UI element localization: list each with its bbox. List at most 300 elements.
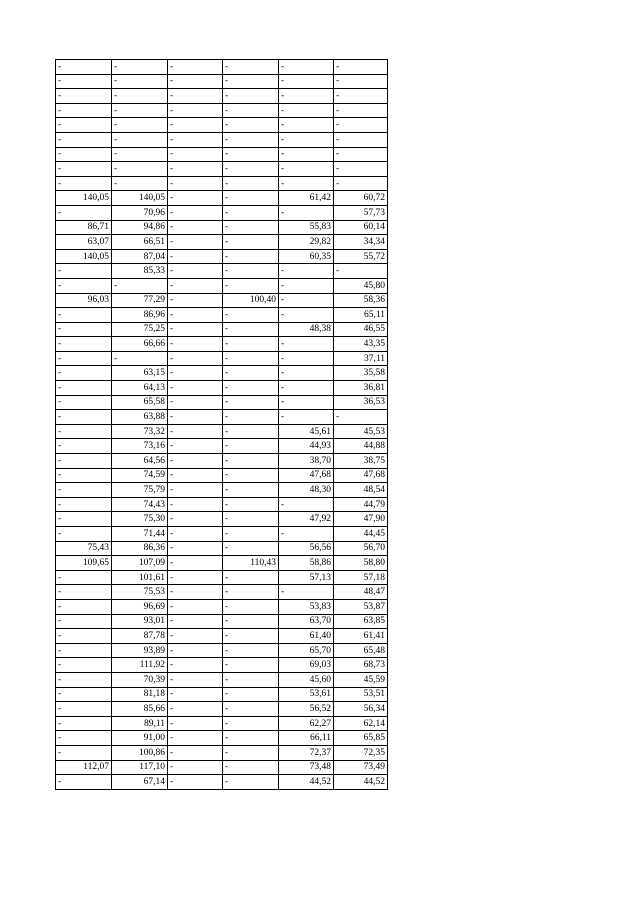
table-row	[56, 162, 388, 177]
table-cell: 87,04	[112, 249, 168, 264]
table-row	[56, 599, 388, 614]
table-cell: -	[168, 702, 223, 717]
table-cell: -	[168, 614, 223, 629]
table-cell: 73,16	[112, 439, 168, 454]
table-cell: 69,03	[279, 658, 334, 673]
table-cell: -	[168, 220, 223, 235]
table-cell: -	[168, 512, 223, 527]
table-cell: -	[56, 716, 112, 731]
table-cell: 75,53	[112, 585, 168, 600]
table-row	[56, 381, 388, 396]
table-cell: -	[56, 322, 112, 337]
table-cell: -	[56, 775, 112, 790]
table-cell: 86,71	[56, 220, 112, 235]
table-cell: -	[168, 483, 223, 498]
table-cell: 65,70	[279, 643, 334, 658]
table-cell: -	[223, 468, 279, 483]
table-cell: 70,96	[112, 205, 168, 220]
table-cell: -	[223, 454, 279, 469]
table-cell: -	[112, 60, 168, 75]
table-cell: 36,53	[334, 395, 388, 410]
table-row	[56, 322, 388, 337]
table-cell: -	[223, 599, 279, 614]
table-row	[56, 716, 388, 731]
table-cell: 68,73	[334, 658, 388, 673]
table-cell: 72,37	[279, 745, 334, 760]
table-cell: -	[279, 351, 334, 366]
table-cell: -	[168, 497, 223, 512]
table-cell: -	[223, 629, 279, 644]
table-cell: 55,83	[279, 220, 334, 235]
table-cell: -	[168, 381, 223, 396]
table-cell: -	[279, 337, 334, 352]
table-cell: 61,42	[279, 191, 334, 206]
table-cell: -	[168, 351, 223, 366]
table-cell: 109,65	[56, 556, 112, 571]
data-table	[55, 59, 388, 790]
table-cell: -	[223, 322, 279, 337]
table-cell: 53,51	[334, 687, 388, 702]
table-cell: -	[168, 118, 223, 133]
table-cell: -	[56, 497, 112, 512]
table-cell: -	[223, 132, 279, 147]
table-cell: -	[223, 424, 279, 439]
table-cell: -	[112, 118, 168, 133]
table-row	[56, 512, 388, 527]
table-cell: 64,13	[112, 381, 168, 396]
table-cell: -	[168, 468, 223, 483]
table-cell: 112,07	[56, 760, 112, 775]
table-cell: 44,52	[334, 775, 388, 790]
table-cell: -	[56, 278, 112, 293]
table-cell: 61,41	[334, 629, 388, 644]
table-cell: -	[223, 264, 279, 279]
table-cell: 74,43	[112, 497, 168, 512]
table-cell: -	[223, 366, 279, 381]
table-cell: 101,61	[112, 570, 168, 585]
table-cell: 58,36	[334, 293, 388, 308]
table-cell: -	[223, 235, 279, 250]
table-cell: -	[168, 599, 223, 614]
table-cell: 75,30	[112, 512, 168, 527]
table-row	[56, 410, 388, 425]
table-cell: 73,48	[279, 760, 334, 775]
table-cell: -	[56, 702, 112, 717]
table-row	[56, 614, 388, 629]
table-cell: -	[334, 74, 388, 89]
table-cell: 74,59	[112, 468, 168, 483]
table-cell: 53,83	[279, 599, 334, 614]
table-cell: -	[56, 454, 112, 469]
table-cell: 36,81	[334, 381, 388, 396]
table-cell: -	[168, 643, 223, 658]
table-row	[56, 293, 388, 308]
table-cell: -	[56, 629, 112, 644]
table-cell: 65,48	[334, 643, 388, 658]
table-row	[56, 147, 388, 162]
table-cell: -	[56, 74, 112, 89]
table-body	[56, 60, 388, 790]
table-cell: -	[223, 162, 279, 177]
table-cell: 70,39	[112, 672, 168, 687]
table-cell: -	[56, 147, 112, 162]
table-row	[56, 570, 388, 585]
table-cell: 57,18	[334, 570, 388, 585]
table-cell: 73,32	[112, 424, 168, 439]
table-cell: -	[56, 176, 112, 191]
table-cell: 71,44	[112, 527, 168, 542]
table-cell: 100,86	[112, 745, 168, 760]
table-cell: -	[168, 176, 223, 191]
table-cell: 56,56	[279, 541, 334, 556]
table-cell: -	[223, 118, 279, 133]
table-cell: -	[168, 395, 223, 410]
table-cell: -	[56, 599, 112, 614]
table-cell: 45,59	[334, 672, 388, 687]
table-cell: 96,69	[112, 599, 168, 614]
table-row	[56, 235, 388, 250]
table-cell: -	[223, 760, 279, 775]
table-cell: 48,54	[334, 483, 388, 498]
table-cell: -	[168, 527, 223, 542]
table-cell: 44,52	[279, 775, 334, 790]
table-cell: 48,30	[279, 483, 334, 498]
table-cell: 60,35	[279, 249, 334, 264]
table-cell: -	[56, 658, 112, 673]
table-row	[56, 89, 388, 104]
table-cell: -	[168, 585, 223, 600]
table-cell: -	[168, 103, 223, 118]
table-cell: 75,25	[112, 322, 168, 337]
table-cell: -	[279, 74, 334, 89]
table-cell: 45,61	[279, 424, 334, 439]
table-cell: -	[223, 672, 279, 687]
table-cell: -	[334, 103, 388, 118]
table-cell: -	[168, 760, 223, 775]
table-row	[56, 468, 388, 483]
table-cell: -	[223, 74, 279, 89]
table-cell: 37,11	[334, 351, 388, 366]
table-cell: 85,33	[112, 264, 168, 279]
table-row	[56, 395, 388, 410]
table-cell: 58,80	[334, 556, 388, 571]
table-cell: 58,86	[279, 556, 334, 571]
table-cell: 140,05	[56, 191, 112, 206]
table-cell: -	[334, 264, 388, 279]
table-cell: -	[279, 205, 334, 220]
table-cell: 66,66	[112, 337, 168, 352]
table-cell: -	[112, 132, 168, 147]
table-row	[56, 439, 388, 454]
table-cell: -	[112, 103, 168, 118]
table-cell: -	[223, 278, 279, 293]
table-cell: -	[56, 89, 112, 104]
table-cell: 65,58	[112, 395, 168, 410]
table-cell: 47,92	[279, 512, 334, 527]
table-row	[56, 497, 388, 512]
table-row	[56, 745, 388, 760]
table-cell: -	[223, 512, 279, 527]
table-cell: -	[223, 775, 279, 790]
table-cell: -	[168, 687, 223, 702]
table-cell: -	[279, 103, 334, 118]
table-cell: 110,43	[223, 556, 279, 571]
table-cell: -	[168, 322, 223, 337]
table-cell: -	[56, 483, 112, 498]
table-cell: -	[168, 205, 223, 220]
table-cell: -	[223, 497, 279, 512]
table-cell: -	[168, 308, 223, 323]
table-cell: -	[223, 702, 279, 717]
table-cell: -	[334, 147, 388, 162]
table-cell: 48,47	[334, 585, 388, 600]
table-cell: -	[223, 658, 279, 673]
table-cell: -	[279, 278, 334, 293]
table-cell: -	[56, 424, 112, 439]
table-cell: -	[168, 541, 223, 556]
table-cell: 93,89	[112, 643, 168, 658]
table-row	[56, 74, 388, 89]
table-row	[56, 176, 388, 191]
table-cell: -	[223, 308, 279, 323]
table-cell: -	[223, 337, 279, 352]
table-cell: -	[279, 176, 334, 191]
table-cell: 140,05	[56, 249, 112, 264]
table-cell: -	[168, 60, 223, 75]
table-cell: -	[168, 74, 223, 89]
table-row	[56, 541, 388, 556]
table-cell: 66,51	[112, 235, 168, 250]
table-cell: 55,72	[334, 249, 388, 264]
table-cell: -	[112, 89, 168, 104]
table-cell: -	[223, 147, 279, 162]
table-row	[56, 132, 388, 147]
table-cell: -	[279, 118, 334, 133]
table-cell: 47,68	[279, 468, 334, 483]
table-cell: -	[279, 366, 334, 381]
table-row	[56, 658, 388, 673]
table-row	[56, 483, 388, 498]
table-cell: -	[56, 103, 112, 118]
table-cell: 91,00	[112, 731, 168, 746]
table-cell: 85,66	[112, 702, 168, 717]
table-cell: -	[168, 570, 223, 585]
table-cell: -	[56, 468, 112, 483]
table-cell: 45,53	[334, 424, 388, 439]
table-cell: 47,90	[334, 512, 388, 527]
table-cell: 117,10	[112, 760, 168, 775]
table-row	[56, 556, 388, 571]
table-row	[56, 60, 388, 75]
table-cell: -	[56, 264, 112, 279]
table-cell: -	[168, 439, 223, 454]
table-cell: -	[223, 410, 279, 425]
table-cell: -	[279, 308, 334, 323]
table-cell: 66,11	[279, 731, 334, 746]
table-cell: -	[279, 162, 334, 177]
table-cell: -	[223, 716, 279, 731]
table-cell: 73,49	[334, 760, 388, 775]
table-cell: -	[168, 264, 223, 279]
table-cell: -	[223, 643, 279, 658]
table-cell: 44,93	[279, 439, 334, 454]
table-cell: -	[168, 162, 223, 177]
table-cell: -	[56, 118, 112, 133]
table-cell: -	[56, 643, 112, 658]
table-cell: -	[168, 672, 223, 687]
table-cell: 34,34	[334, 235, 388, 250]
table-cell: -	[112, 351, 168, 366]
table-cell: -	[279, 89, 334, 104]
table-cell: -	[56, 512, 112, 527]
table-cell: -	[223, 527, 279, 542]
table-cell: -	[168, 235, 223, 250]
table-cell: 100,40	[223, 293, 279, 308]
table-cell: -	[56, 381, 112, 396]
table-cell: 75,79	[112, 483, 168, 498]
table-row	[56, 220, 388, 235]
table-cell: 75,43	[56, 541, 112, 556]
table-row	[56, 337, 388, 352]
table-cell: -	[56, 687, 112, 702]
table-cell: -	[112, 147, 168, 162]
table-cell: -	[56, 351, 112, 366]
table-cell: 63,07	[56, 235, 112, 250]
table-row	[56, 775, 388, 790]
table-cell: -	[56, 731, 112, 746]
table-cell: -	[168, 731, 223, 746]
table-cell: 35,58	[334, 366, 388, 381]
table-cell: -	[56, 439, 112, 454]
table-cell: -	[223, 687, 279, 702]
table-cell: 56,52	[279, 702, 334, 717]
table-cell: 63,70	[279, 614, 334, 629]
table-cell: -	[279, 132, 334, 147]
table-cell: 44,45	[334, 527, 388, 542]
table-cell: 86,96	[112, 308, 168, 323]
table-cell: -	[279, 293, 334, 308]
table-cell: 72,35	[334, 745, 388, 760]
table-cell: 45,80	[334, 278, 388, 293]
table-row	[56, 760, 388, 775]
table-cell: -	[112, 176, 168, 191]
table-row	[56, 205, 388, 220]
table-cell: -	[56, 570, 112, 585]
table-cell: -	[56, 672, 112, 687]
table-cell: -	[334, 176, 388, 191]
table-cell: -	[112, 162, 168, 177]
table-cell: -	[56, 527, 112, 542]
table-row	[56, 585, 388, 600]
table-cell: -	[279, 381, 334, 396]
table-cell: 61,40	[279, 629, 334, 644]
table-cell: -	[279, 264, 334, 279]
table-cell: -	[168, 745, 223, 760]
table-cell: 67,14	[112, 775, 168, 790]
table-cell: 65,85	[334, 731, 388, 746]
table-cell: -	[56, 614, 112, 629]
table-cell: -	[334, 162, 388, 177]
table-cell: -	[56, 205, 112, 220]
table-cell: 64,56	[112, 454, 168, 469]
table-cell: -	[223, 483, 279, 498]
table-cell: 45,60	[279, 672, 334, 687]
table-cell: -	[168, 629, 223, 644]
table-cell: 77,29	[112, 293, 168, 308]
table-cell: 57,13	[279, 570, 334, 585]
table-cell: -	[223, 60, 279, 75]
table-cell: -	[168, 658, 223, 673]
table-cell: 60,72	[334, 191, 388, 206]
table-cell: 62,27	[279, 716, 334, 731]
table-cell: -	[168, 716, 223, 731]
table-cell: 38,70	[279, 454, 334, 469]
table-cell: 89,11	[112, 716, 168, 731]
table-row	[56, 687, 388, 702]
table-cell: -	[168, 278, 223, 293]
table-cell: -	[112, 278, 168, 293]
table-cell: 47,68	[334, 468, 388, 483]
table-cell: -	[223, 745, 279, 760]
table-row	[56, 351, 388, 366]
table-cell: -	[223, 191, 279, 206]
table-cell: -	[56, 395, 112, 410]
table-cell: 38,75	[334, 454, 388, 469]
table-cell: 87,78	[112, 629, 168, 644]
table-row	[56, 278, 388, 293]
table-cell: 96,03	[56, 293, 112, 308]
table-cell: -	[223, 220, 279, 235]
table-cell: -	[168, 775, 223, 790]
table-cell: -	[223, 351, 279, 366]
table-cell: -	[334, 89, 388, 104]
table-cell: 60,14	[334, 220, 388, 235]
table-cell: -	[168, 556, 223, 571]
table-row	[56, 103, 388, 118]
table-cell: -	[56, 60, 112, 75]
table-cell: 56,70	[334, 541, 388, 556]
table-cell: -	[56, 132, 112, 147]
table-cell: -	[223, 570, 279, 585]
table-cell: -	[223, 614, 279, 629]
table-cell: -	[56, 308, 112, 323]
table-cell: 48,38	[279, 322, 334, 337]
table-cell: 44,88	[334, 439, 388, 454]
table-cell: -	[56, 366, 112, 381]
table-cell: 140,05	[112, 191, 168, 206]
table-cell: -	[223, 395, 279, 410]
table-row	[56, 672, 388, 687]
table-cell: -	[168, 424, 223, 439]
table-cell: -	[223, 731, 279, 746]
table-cell: 86,36	[112, 541, 168, 556]
table-cell: -	[56, 745, 112, 760]
table-cell: -	[223, 249, 279, 264]
table-cell: -	[168, 337, 223, 352]
table-cell: 107,09	[112, 556, 168, 571]
table-cell: -	[168, 249, 223, 264]
table-cell: -	[168, 191, 223, 206]
table-cell: 65,11	[334, 308, 388, 323]
table-cell: -	[168, 132, 223, 147]
table-row	[56, 264, 388, 279]
table-cell: 29,82	[279, 235, 334, 250]
table-cell: -	[279, 497, 334, 512]
table-cell: -	[168, 293, 223, 308]
table-row	[56, 702, 388, 717]
table-cell: 81,18	[112, 687, 168, 702]
table-cell: -	[223, 541, 279, 556]
